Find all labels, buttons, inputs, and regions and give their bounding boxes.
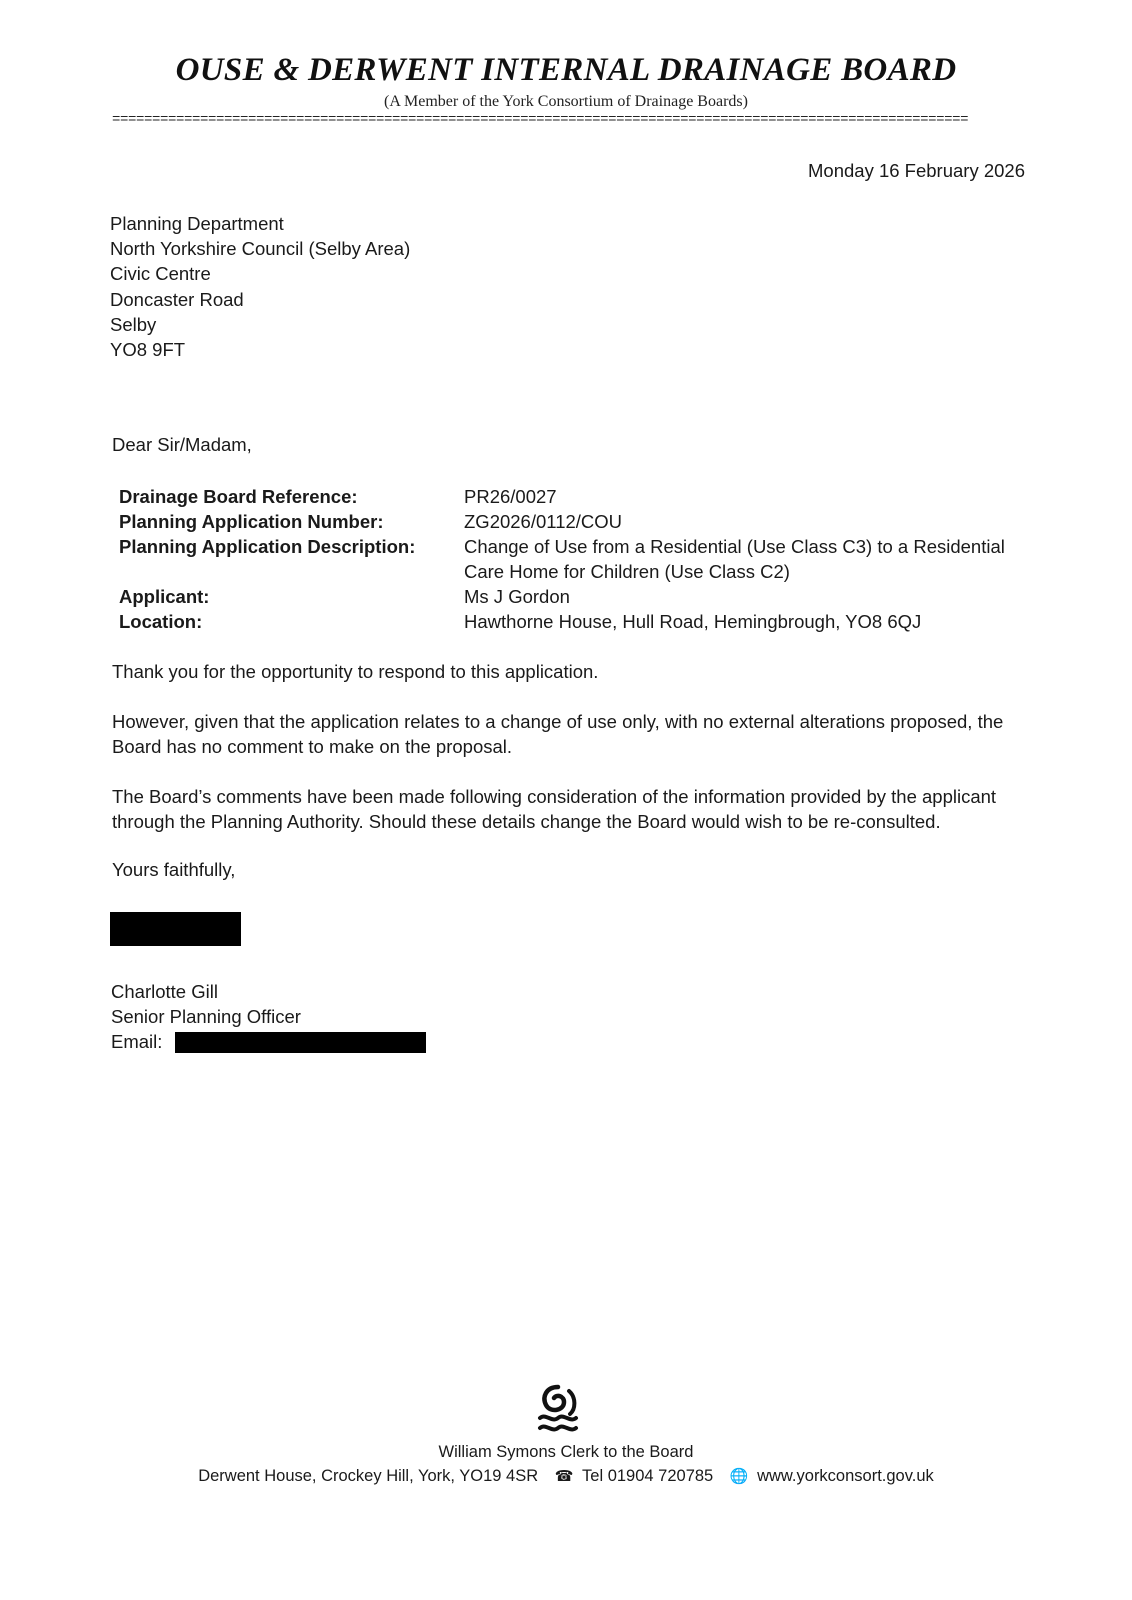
detail-value: Hawthorne House, Hull Road, Hemingbrough, YO8 6QJ xyxy=(464,611,922,632)
detail-label: Planning Application Description: xyxy=(119,536,416,557)
signatory-name: Charlotte Gill xyxy=(111,981,218,1002)
recipient-address xyxy=(110,211,410,362)
salutation: Dear Sir/Madam, xyxy=(112,434,252,455)
globe-icon: 🌐 xyxy=(729,1467,749,1485)
detail-row-location xyxy=(119,609,1024,634)
closing: Yours faithfully, xyxy=(112,859,236,880)
redacted-email xyxy=(175,1032,426,1053)
detail-row-description xyxy=(119,534,1024,584)
header-rule: =========================================================================================================== xyxy=(112,112,969,128)
redacted-signature xyxy=(110,912,241,946)
detail-value: Ms J Gordon xyxy=(464,586,570,607)
address-line: Doncaster Road xyxy=(110,288,244,310)
board-name: OUSE & DERWENT INTERNAL DRAINAGE BOARD xyxy=(175,52,957,88)
email-row xyxy=(111,1029,426,1054)
detail-label: Drainage Board Reference: xyxy=(119,486,358,507)
footer-contact xyxy=(0,1467,1132,1486)
detail-label: Location: xyxy=(119,611,203,632)
detail-value: Change of Use from a Residential (Use Class C3) to a Residential Care Home for Children (Use Class C2) xyxy=(464,536,1005,582)
footer-clerk: William Symons Clerk to the Board xyxy=(438,1443,694,1461)
phone-icon: ☎ xyxy=(554,1467,574,1485)
address-line: Selby xyxy=(110,313,157,335)
signatory-block xyxy=(111,979,426,1054)
address-line: Planning Department xyxy=(110,213,284,234)
detail-row-applicant xyxy=(119,584,1024,609)
body-paragraph: Thank you for the opportunity to respond to this application. xyxy=(112,661,599,682)
footer-phone: Tel 01904 720785 xyxy=(582,1467,714,1485)
footer-website[interactable]: www.yorkconsort.gov.uk xyxy=(757,1467,934,1485)
board-member-line: (A Member of the York Consortium of Drainage Boards) xyxy=(384,93,748,110)
signatory-title: Senior Planning Officer xyxy=(111,1006,301,1027)
detail-value: ZG2026/0112/COU xyxy=(464,511,623,532)
detail-value: PR26/0027 xyxy=(464,486,557,507)
body-paragraph: However, given that the application relates to a change of use only, with no external alterations proposed, the Board has no comment to make on the proposal. xyxy=(112,711,1004,757)
email-label: Email: xyxy=(111,1031,163,1052)
address-line: North Yorkshire Council (Selby Area) xyxy=(110,238,411,260)
detail-label: Planning Application Number: xyxy=(119,511,384,532)
board-logo xyxy=(534,1383,582,1435)
detail-row-reference xyxy=(119,484,1024,509)
footer-address: Derwent House, Crockey Hill, York, YO19 4SR xyxy=(198,1467,539,1485)
body-paragraph: The Board’s comments have been made following consideration of the information provided by the applicant through the Planning Authority. Should these details change the Board would wish to be re-consulted. xyxy=(112,786,997,832)
detail-row-application-number xyxy=(119,509,1024,534)
address-line: YO8 9FT xyxy=(110,339,186,361)
letter-date: Monday 16 February 2026 xyxy=(808,160,1025,181)
address-line: Civic Centre xyxy=(110,263,211,285)
application-details xyxy=(119,484,1024,634)
detail-label: Applicant: xyxy=(119,586,210,607)
